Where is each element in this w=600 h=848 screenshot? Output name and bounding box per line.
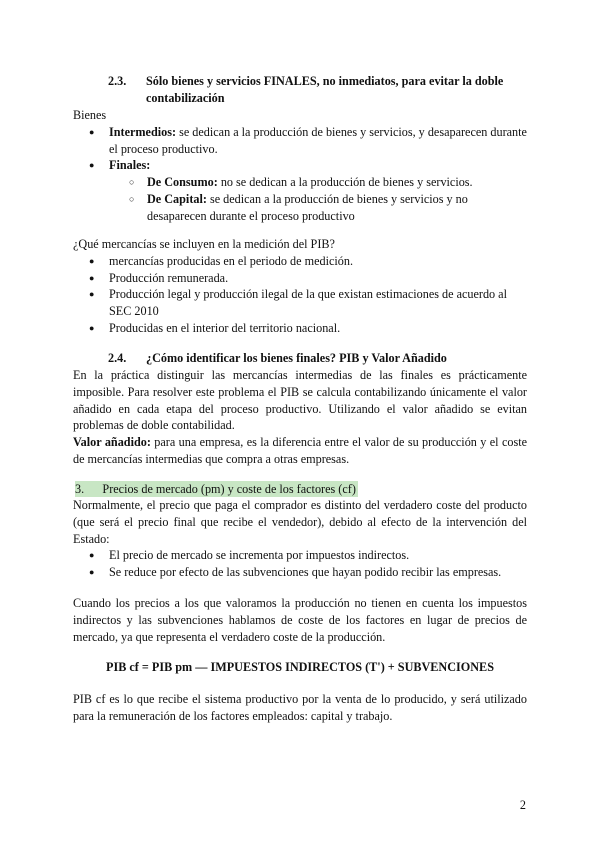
bullet-icon: ●: [89, 322, 95, 333]
pib-formula: PIB cf = PIB pm — IMPUESTOS INDIRECTOS (T') + SUBVENCIONES: [106, 660, 494, 674]
bienes-item-finales: [73, 157, 527, 174]
pib-cf-paragraph: PIB cf es lo que recibe el sistema productivo por la venta de lo producido, y será utilizado para la remuneración de los factores empleados: capital y trabajo.: [73, 692, 527, 723]
section-3-number: 3.: [75, 482, 85, 496]
section-3-highlight: [75, 481, 358, 497]
mercancias-item: [73, 253, 527, 270]
section-2-3-title-line2: contabilización: [146, 90, 225, 105]
section-2-4-paragraph: En la práctica distinguir las mercancías intermedias de las finales es prácticamente imposible. Para resolver este problema el PIB se calcula contabilizando únicamente el valor añadido en cada etapa del proceso productivo. Utilizando el valor añadido se evitan problemas de doble contabilidad.: [73, 368, 527, 433]
circle-bullet-icon: ○: [129, 193, 135, 204]
section-2-4-title: ¿Cómo identificar los bienes finales? PIB y Valor Añadido: [146, 351, 447, 365]
bullet-icon: ●: [89, 567, 95, 578]
bullet-icon: ●: [89, 126, 95, 137]
finales-term: Finales:: [109, 158, 151, 173]
section-3-paragraph: Normalmente, el precio que paga el comprador es distinto del verdadero coste del producto (que será el precio final que recibe el vendedor), debido al efecto de la intervención del Estado:: [73, 498, 527, 546]
circle-bullet-icon: ○: [129, 177, 135, 188]
mercancias-item: [73, 320, 527, 337]
section-3-title: Precios de mercado (pm) y coste de los factores (cf): [102, 482, 356, 496]
mercancias-block: [73, 236, 527, 337]
section-2-3-number: 2.3.: [108, 74, 127, 88]
section-2-4-body: [73, 367, 527, 468]
mercancias-item-text: Producción remunerada.: [109, 270, 229, 285]
precio-item-text: El precio de mercado se incrementa por impuestos indirectos.: [109, 548, 410, 563]
capital-term: De Capital:: [147, 191, 207, 206]
bullet-icon: ●: [89, 160, 95, 171]
bullet-icon: ●: [89, 289, 95, 300]
mercancias-question: ¿Qué mercancías se incluyen en la medición del PIB?: [73, 237, 335, 251]
consumo-text: no se dedican a la producción de bienes y servicios.: [217, 175, 473, 190]
bullet-icon: ●: [89, 272, 95, 283]
consumo-term: De Consumo:: [147, 175, 218, 190]
precio-item-text: Se reduce por efecto de las subvenciones que hayan podido recibir las empresas.: [109, 565, 502, 580]
mercancias-item-text: Producción legal y producción ilegal de la que existan estimaciones de acuerdo al SEC 2010: [109, 287, 507, 319]
section-2-3-title: [146, 73, 536, 107]
precio-item: [73, 547, 527, 564]
bullet-icon: ●: [89, 550, 95, 561]
section-2-4-number: 2.4.: [108, 351, 127, 365]
mercancias-item-text: mercancías producidas en el periodo de medición.: [109, 253, 353, 268]
valor-anadido-paragraph: [73, 434, 527, 468]
bienes-label: Bienes: [73, 108, 107, 122]
bullet-icon: ●: [89, 255, 95, 266]
capital-text: se dedican a la producción de bienes y servicios y no desaparecen durante el proceso productivo: [147, 191, 468, 223]
section-3-body: [73, 497, 527, 581]
valor-anadido-term: Valor añadido:: [73, 435, 151, 450]
mercancias-item: [73, 270, 527, 287]
bienes-block: [73, 107, 527, 225]
mercancias-item-text: Producidas en el interior del territorio nacional.: [109, 320, 341, 335]
finales-subitem-capital: [73, 191, 527, 225]
bienes-item-intermedios: [73, 124, 527, 158]
intermedios-term: Intermedios:: [109, 124, 177, 139]
page-number: 2: [519, 798, 526, 812]
section-2-3-title-line1: Sólo bienes y servicios FINALES, no inmediatos, para evitar la doble: [146, 74, 504, 88]
precio-item: [73, 564, 527, 581]
mercancias-item: [73, 286, 509, 320]
section-3-heading: [75, 481, 358, 498]
finales-subitem-consumo: [73, 174, 527, 191]
coste-factores-paragraph: Cuando los precios a los que valoramos la producción no tienen en cuenta los impuestos indirectos y las subvenciones hablamos de coste de los factores en lugar de precios de mercado, ya que representa el verdadero coste de la producción.: [73, 596, 527, 644]
valor-anadido-text: para una empresa, es la diferencia entre el valor de su producción y el coste de mercancías intermedias que compra a otras empresas.: [73, 435, 527, 466]
intermedios-text: se dedican a la producción de bienes y servicios, y desaparecen durante el proceso productivo.: [109, 124, 527, 156]
